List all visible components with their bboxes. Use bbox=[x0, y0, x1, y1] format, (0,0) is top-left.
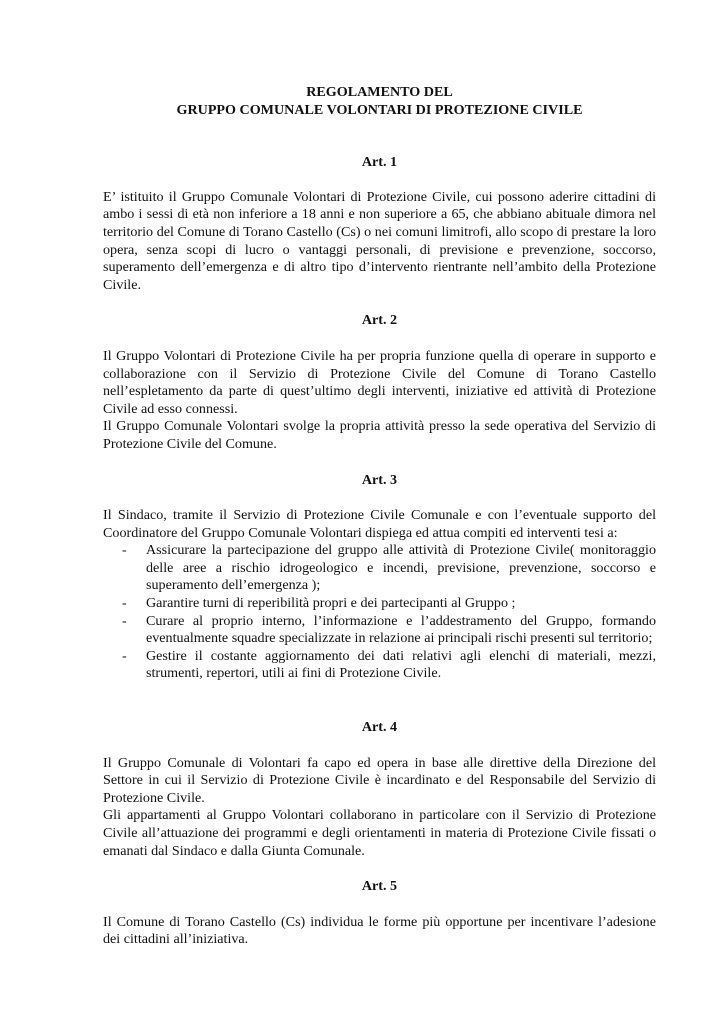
art5-text: Il Comune di Torano Castello (Cs) individua le forme più opportune per incentivare l’adesione dei cittadini all’iniziativa. bbox=[103, 913, 656, 948]
art2-heading: Art. 2 bbox=[361, 312, 398, 329]
list-item bbox=[103, 613, 656, 648]
art5-heading: Art. 5 bbox=[361, 878, 398, 895]
dash-marker: - bbox=[122, 542, 127, 559]
dash-marker: - bbox=[122, 647, 127, 664]
list-item bbox=[103, 648, 656, 683]
art3-task-list bbox=[103, 542, 656, 683]
list-item-text: Gestire il costante aggiornamento dei dati relativi agli elenchi di materiali, mezzi, strumenti, repertori, utili ai fini di Protezione Civile. bbox=[146, 647, 656, 682]
art2-text-2: Il Gruppo Comunale Volontari svolge la propria attività presso la sede operativa del Servizio di Protezione Civile del Comune. bbox=[103, 418, 656, 452]
art4-text-2: Gli appartamenti al Gruppo Volontari collaborano in particolare con il Servizio di Protezione Civile all’attuazione dei programmi e degli orientamenti in materia di Protezione Civile fissati o emanati dal Sindaco e dalla Giunta Comunale. bbox=[103, 807, 656, 859]
list-item-text: Garantire turni di reperibilità propri e dei partecipanti al Gruppo ; bbox=[146, 595, 516, 612]
list-item bbox=[103, 595, 656, 613]
art1-heading: Art. 1 bbox=[361, 154, 398, 171]
dash-marker: - bbox=[122, 595, 127, 612]
art3-intro: Il Sindaco, tramite il Servizio di Protezione Civile Comunale e con l’eventuale supporto del Coordinatore del Gruppo Comunale Volontari dispiega ed attua compiti ed interventi tesi a: bbox=[103, 507, 656, 541]
art3-heading: Art. 3 bbox=[361, 471, 398, 488]
dash-marker: - bbox=[122, 612, 127, 629]
title-line-1: REGOLAMENTO DEL bbox=[306, 84, 453, 100]
list-item-text: Curare al proprio interno, l’informazione e l’addestramento del Gruppo, formando eventualmente squadre specializzate in relazione ai principali rischi presenti sul territorio; bbox=[146, 612, 656, 647]
title-line-2: GRUPPO COMUNALE VOLONTARI DI PROTEZIONE CIVILE bbox=[176, 101, 583, 118]
art1-text: E’ istituito il Gruppo Comunale Volontari di Protezione Civile, cui possono aderire cittadini di ambo i sessi di età non inferiore a 18 anni e non superiore a 65, che abbiano abituale dimora nel territorio del Comune di Torano Castello (Cs) o nei comuni limitrofi, allo scopo di prestare la loro opera, senza scopi di lucro o vantaggi personali, di previsione e prevenzione, soccorso, superamento dell’emergenza e di altro tipo d’intervento rientrante nell’ambito della Protezione Civile. bbox=[103, 188, 656, 293]
art2-text-1: Il Gruppo Volontari di Protezione Civile ha per propria funzione quella di operare in supporto e collaborazione con il Servizio di Protezione Civile del Comune di Torano Castello nell’espletamento da parte di quest’ultimo degli interventi, iniziative ed attività di Protezione Civile ad esso connessi. bbox=[103, 347, 656, 417]
list-item-text: Assicurare la partecipazione del gruppo alle attività di Protezione Civile( monitoraggio delle aree a rischio idrogeologico e incendi, previsione, prevenzione, soccorso e superamento dell’emergenza ); bbox=[146, 542, 656, 594]
art4-heading: Art. 4 bbox=[361, 719, 398, 736]
list-item bbox=[103, 542, 656, 595]
art4-text-1: Il Gruppo Comunale di Volontari fa capo ed opera in base alle direttive della Direzione del Settore in cui il Servizio di Protezione Civile è incardinato e del Responsabile del Servizio di Protezione Civile. bbox=[103, 754, 656, 806]
